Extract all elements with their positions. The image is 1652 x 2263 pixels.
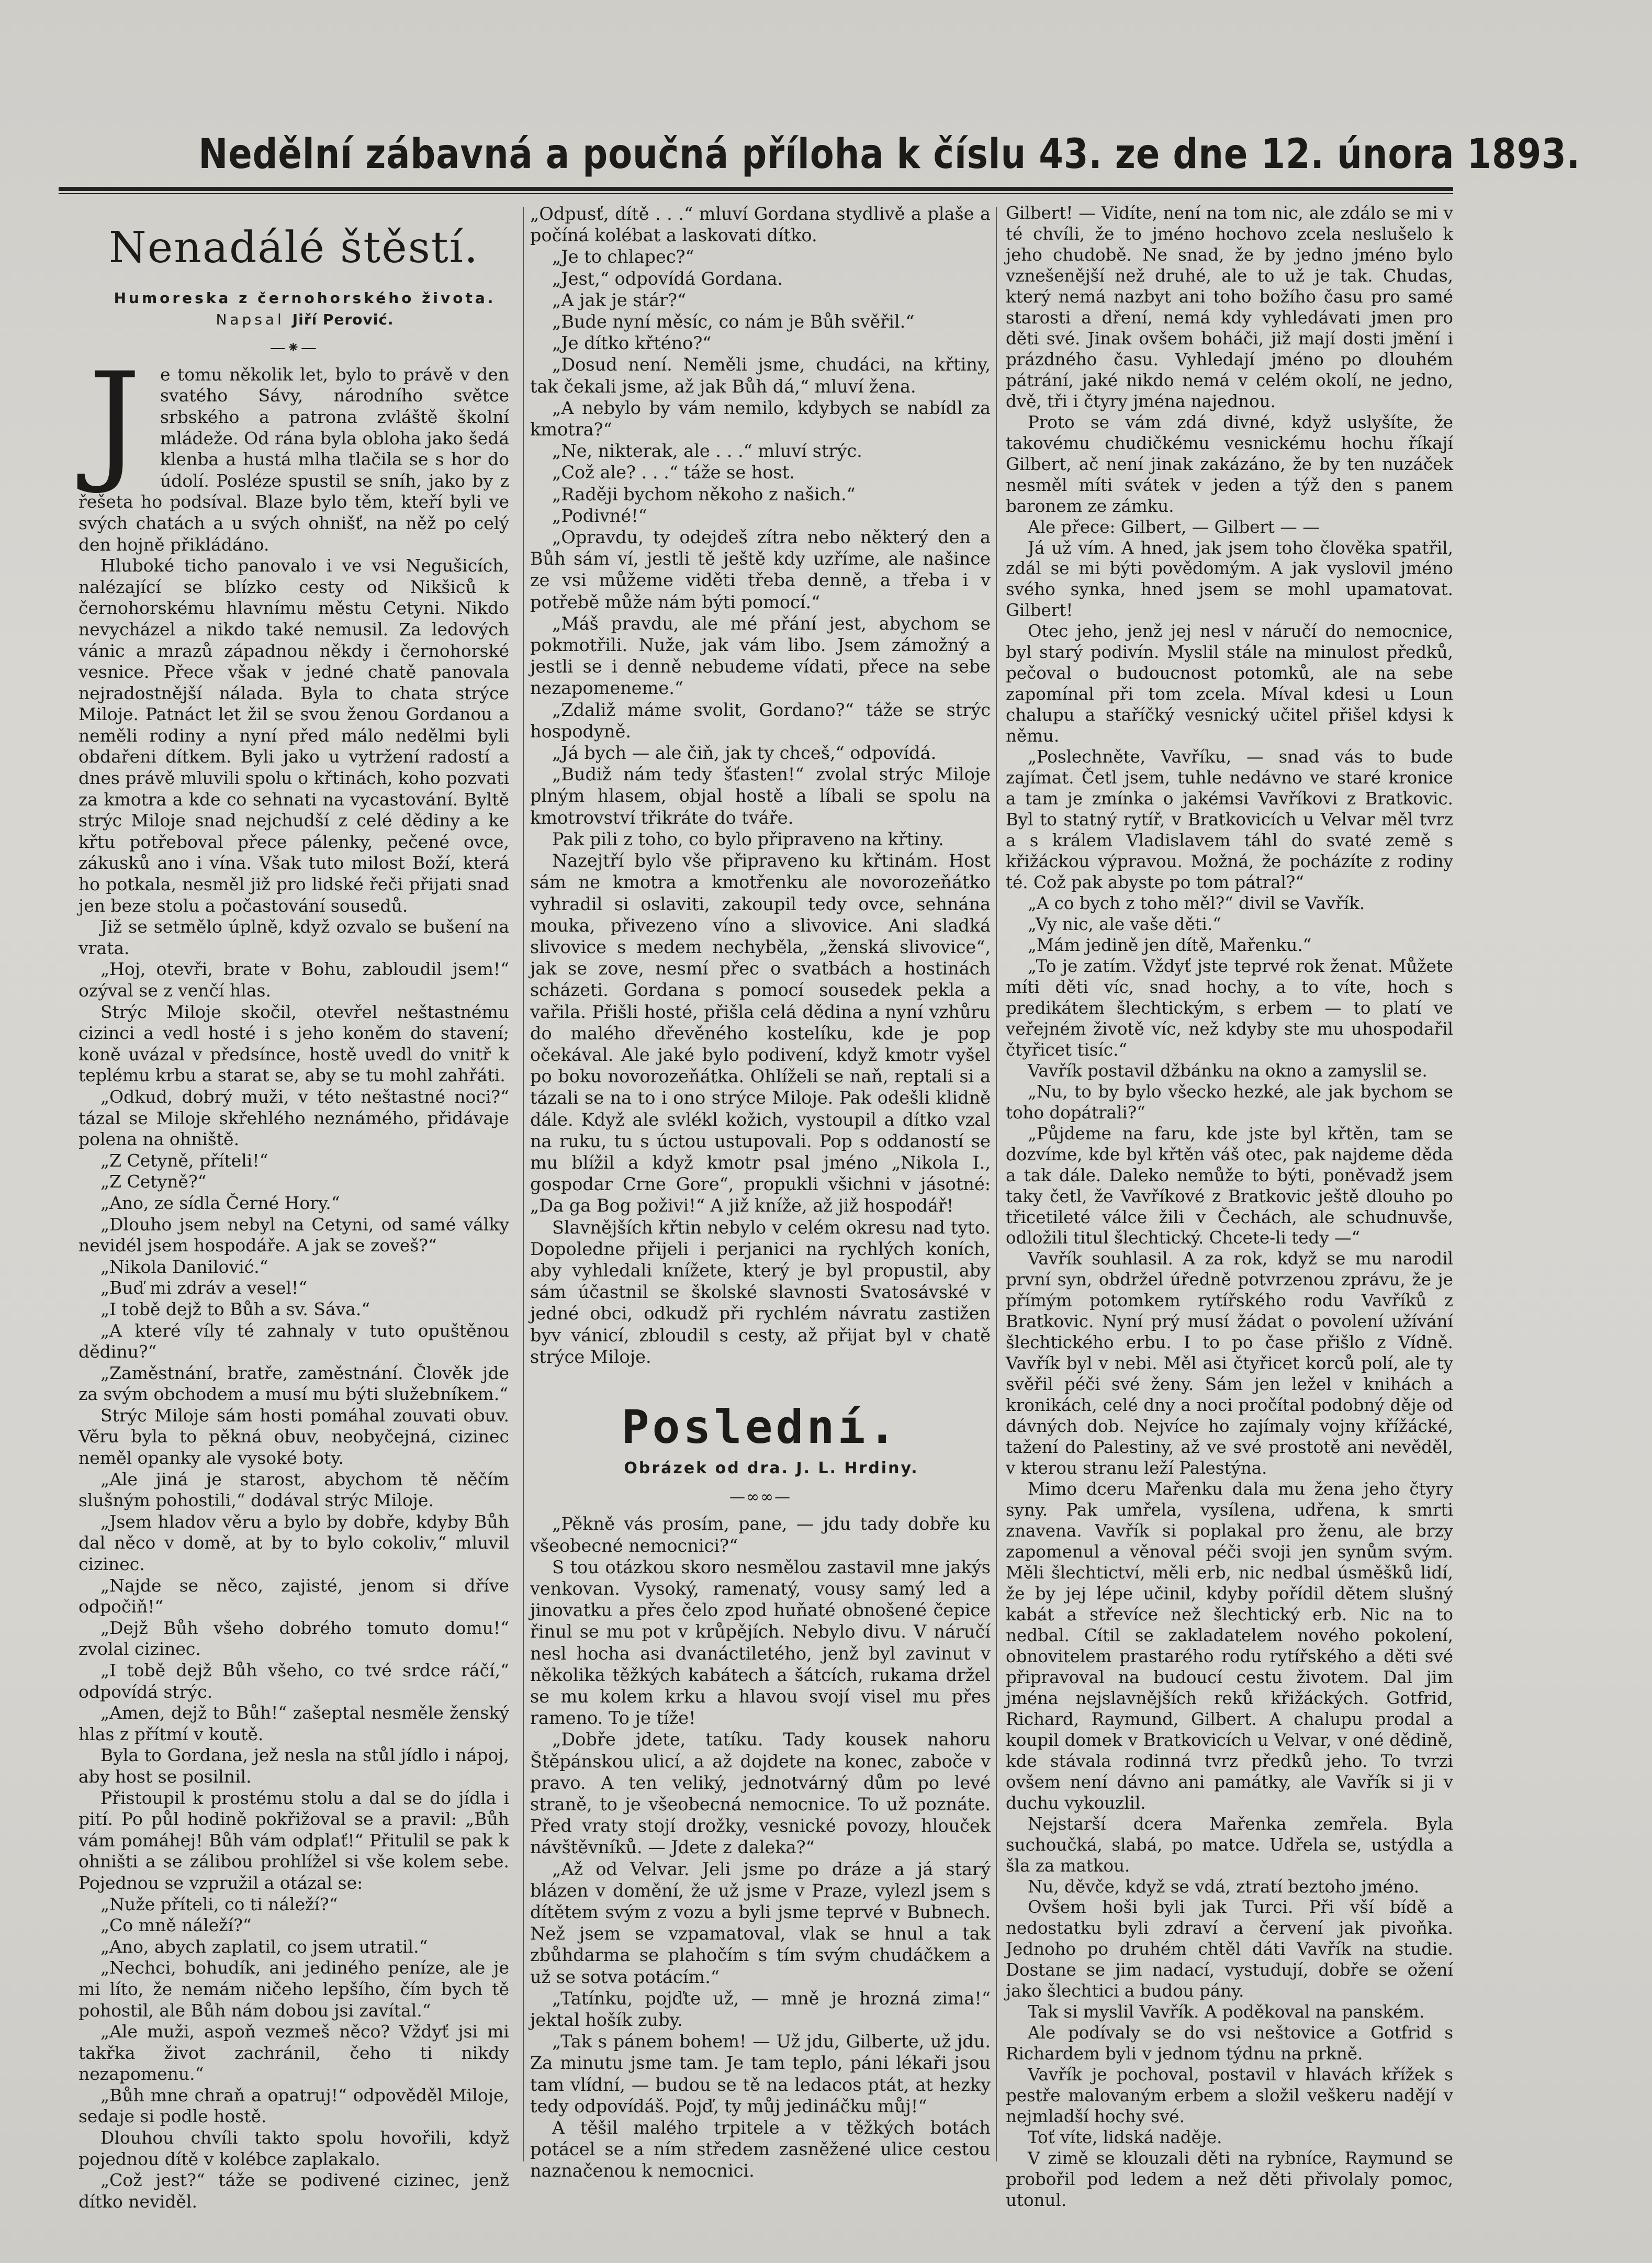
paragraph: „Z Cetyně?“ — [100, 1171, 207, 1192]
paragraph: A těšil malého trpitele a v těžkých botách potácel se a ním středem zasněžené ulice cestou naznačenou k nemocnici. — [530, 2118, 991, 2181]
paragraph: Již se setmělo úplně, když ozvalo se bušení na vrata. — [78, 916, 509, 958]
paragraph: Strýc Miloje sám hosti pomáhal zouvati obuv. Věru byla to pěkná obuv, neobyčejná, cizinec neměl opanky ale vysoké boty. — [78, 1405, 509, 1469]
paragraph: „Opravdu, ty odejdeš zítra nebo některý den a Bůh sám ví, jestli tě ještě kdy uzříme, ale našince ze vsi můžeme viděti třeba denně, a třeba i v potřebě může nám býti pomocí.“ — [530, 527, 991, 612]
paragraph: Ale přece: Gilbert, — Gilbert — — — [1028, 517, 1320, 537]
paragraph: „A jak je stár?“ — [552, 289, 687, 310]
paragraph: Ovšem hoši byli jak Turci. Při vší bídě a nedostatku byli zdraví a červení jak pivoňka. Jednoho po druhém chtěl dáti Vavřík na studie. Dostane se jim nadací, vystudují, dobře se ožení jako šlechtici a budou pány. — [1006, 1897, 1453, 2001]
paragraph: „Najde se něco, zajisté, jenom si dříve odpočiň!“ — [78, 1575, 509, 1617]
author-name: Jiří Perović. — [292, 310, 394, 328]
paragraph: Mimo dceru Mařenku dala mu žena jeho čtyry syny. Pak umřela, vysílena, udřena, k smrti znavena. Vavřík si poplakal pro ženu, ale brzy zapomenul a věnoval péči svoji jen synům svým. Měli šlechtictví, měli erb, nic nedbal úsměšků lidí, že by jej lépe učinil, kdyby pořídil dětem slušný kabát a střevíce než šlechtický erb. Nic na to nedbal. Cítil se zakladatelem nového pokolení, obnovitelem prastarého rodu rytířského a děti své připravoval na budoucí cestu životem. Dal jim jména nejslavnějších reků křižáckých. Gotfrid, Richard, Raymund, Gilbert. A chalupu prodal a koupil domek v Bratkovicích u Velvar, v oné dědině, kde stávala rodinná tvrz předků jeho. To tvrzi ovšem není dávno ani památky, ale Vavřík si ji v duchu vykouzlil. — [1006, 1479, 1453, 1813]
column-1 — [78, 203, 509, 2212]
paragraph: „Raději bychom někoho z našich.“ — [552, 484, 856, 505]
masthead: Nedělní zábavná a poučná příloha k číslu 43. ze dne 12. února 1893. — [198, 131, 1581, 178]
paragraph: „Což jest?“ táže se podivené cizinec, jenž dítko neviděl. — [78, 2170, 509, 2212]
paragraph: „Poslechněte, Vavříku, — snad vás to bude zajímat. Četl jsem, tuhle nedávno ve staré kronice a tam je zmínka o jakémsi Vavříkovi z Bratkovic. Byl to statný rytíř, v Bratkovicích u Velvar měl tvrz a s králem Vladislavem táhl do svaté země s křižáckou výpravou. Možná, že pocházíte z rodiny té. Což pak abyste po tom pátral?“ — [1006, 747, 1453, 892]
paragraph: Vavřík souhlasil. A za rok, když se mu narodil první syn, obdržel úředně potvrzenou zprávu, že je přímým potomkem rytířského rodu Vavříků z Bratkovic. Nyní prý musí žádat o povolení užívání šlechtického erbu. I to po čase přišlo z Vídně. Vavřík byl v nebi. Měl asi čtyřicet korců polí, ale ty svěřil péči své ženy. Sám jen ležel v knihách a kronikách, celé dny a noci pročítal podobný děje od dávných dob. Nejvíce ho zajímaly vojny křížácké, tažení do Palestiny, až ve své prostotě ani nevěděl, v kterou stranu leží Palestýna. — [1006, 1249, 1453, 1478]
paragraph: „Z Cetyně, příteli!“ — [100, 1150, 268, 1171]
story2-subtitle: Obrázek od dra. J. L. Hrdiny. — [624, 1459, 919, 1477]
paragraph: Vavřík postavil džbánku na okno a zamyslil se. — [1028, 1060, 1428, 1081]
paragraph: „Odpusť, dítě . . .“ mluví Gordana stydlivě a plaše a počíná kolébat a laskovati dítko. — [530, 204, 991, 246]
paragraph: „A které víly té zahnaly v tuto opuštěnou dědinu?“ — [78, 1320, 509, 1362]
paragraph: V zimě se klouzali děti na rybníce, Raymund se probořil pod ledem a než děti přivolaly pomoc, utonul. — [1006, 2148, 1453, 2211]
paragraph: „Půjdeme na faru, kde jste byl křtěn, tam se dozvíme, kde byl křtěn váš otec, pak najdeme děda a tak dále. Daleko nemůže to býti, poněvadž jsem taky četl, že Vavříkové z Bratkovic ještě dlouho po třicetileté válce žili v Čechách, ale schudnuvše, odložili titul šlechtický. Chcete-li tedy —“ — [1006, 1123, 1453, 1248]
paragraph: „Jsem hladov věru a bylo by dobře, kdyby Bůh dal něco v domě, at by to bylo cokoliv,“ mluvil cizinec. — [78, 1511, 509, 1575]
paragraph: Přistoupil k prostému stolu a dal se do jídla i pití. Po půl hodině pokřižoval se a pravil: „Bůh vám pomáhej! Bůh vám odplať!“ Přitulil se pak k ohništi a se zálibou prohlížel si vše kolem sebe. Pojednou se vzpružil a otázal se: — [78, 1787, 509, 1893]
paragraph: „Což ale? . . .“ táže se host. — [552, 462, 795, 483]
paragraph: Nazejtří bylo vše připraveno ku křtinám. Host sám ne kmotra a kmotřenku ale novorozeňátko vyhradil si oslaviti, zakoupil tedy ovce, sehnána mouka, přivezeno víno a slivovice. Ani sladká slivovice s medem nechyběla, „ženská slivovice“, jak se zove, nesmí přec o svatbách a hostinách scházeti. Gordana s pomocí sousedek pekla a vařila. Přišli hosté, přišla celá dědina a nyní vzhůru do malého dřevěného kostelíku, kde je pop očekával. Ale jaké bylo podivení, když kmotr vyšel po boku novorozeňátka. Ohlíželi se naň, reptali si a tázali se na to i ono strýce Miloje. Pak odešli klidně dále. Když ale svlékl kožich, vystoupil a dítko vzal na ruku, tu s úctou ustupovali. Pop s oddaností se mu blížil a když kmotr psal jméno „Nikola I., gospodar Crne Gore“, propukli všichni v jásotné: „Da ga Bog poživi!“ A již kníže, až již hospodář! — [530, 850, 991, 1216]
ornament-divider: —⁕— — [269, 339, 318, 357]
paragraph: Byla to Gordana, jež nesla na stůl jídlo i nápoj, aby host se posilnil. — [78, 1745, 509, 1787]
paragraph: „Bude nyní měsíc, co nám je Bůh svěřil.“ — [552, 311, 915, 332]
paragraph: „Zdaliž máme svolit, Gordano?“ táže se strýc hospodyně. — [530, 699, 991, 742]
paragraph: Ale podívaly se do vsi neštovice a Gotfrid s Richardem byli v jednom týdnu na prkně. — [1006, 2023, 1453, 2064]
paragraph: „Buď mi zdráv a vesel!“ — [100, 1278, 308, 1298]
paragraph: „Amen, dejž to Bůh!“ zašeptal nesměle ženský hlas z přítmí v koutě. — [78, 1702, 509, 1744]
paragraph: Gilbert! — Vidíte, není na tom nic, ale zdálo se mi v té chvíli, že to jméno hochovo zcela neslušelo k jeho chudobě. Ne snad, že by jedno jméno bylo vznešenější než druhé, ale to už je tak. Chudas, který nemá nazbyt ani toho božího času pro samé starosti a dření, nemá kdy vyhledávati jmen pro děti své. Jinak ovšem boháči, již mají dosti jmění i prázdného času. Vyhledají jméno po dlouhém pátrání, jaké nikdo nemá v celém okolí, ne jedno, dvě, tři i čtyry jména najednou. — [1006, 203, 1453, 411]
paragraph: „Máš pravdu, ale mé přání jest, abychom se pokmotřili. Nuže, jak vám libo. Jsem zámožný a jestli se i denně nebudeme vídati, přece na sebe nezapomeneme.“ — [530, 613, 991, 699]
paragraph: Já už vím. A hned, jak jsem toho člověka spatřil, zdál se mi býti povědomým. A jak vyslovil jméno svého synka, hned jsem se mohl upamatovat. Gilbert! — [1006, 537, 1453, 621]
paragraph: „Zaměstnání, bratře, zaměstnání. Člověk jde za svým obchodem a musí mu býti služebníkem.“ — [78, 1362, 509, 1405]
column-divider — [523, 207, 524, 2161]
paragraph: „Dobře jdete, tatíku. Tady kousek nahoru Štěpánskou ulicí, a až dojdete na konec, zaboče v pravo. A ten veliký, jednotvárný dům po levé straně, to je všeobecná nemocnice. To už poznáte. Před vraty stojí drožky, vesnické povozy, hlouček návštěvníků. — Jdete z daleka?“ — [530, 1729, 991, 1858]
paragraph: „Budiž nám tedy šťasten!“ zvolal strýc Miloje plným hlasem, objal hostě a líbali se spolu na kmotrovství třikráte do tváře. — [530, 764, 991, 828]
story2-body — [530, 1513, 991, 2181]
byline-prefix: Napsal — [216, 310, 285, 328]
paragraph: Nejstarší dcera Mařenka zemřela. Byla suchoučká, slabá, po matce. Udřela se, ustýdla a šla za matkou. — [1006, 1813, 1453, 1876]
paragraph: „Dosud není. Neměli jsme, chudáci, na křtiny, tak čekali jsme, až jak Bůh dá,“ mluví žena. — [530, 354, 991, 397]
paragraph: „Nechci, bohudík, ani jediného peníze, ale je mi líto, že nemám ničeho lepšího, čím bych tě pohostil, ale Bůh nám dobou jsi zavítal.“ — [78, 1957, 509, 2021]
story2-continuation — [1006, 203, 1453, 2211]
paragraph: S tou otázkou skoro nesmělou zastavil mne jakýs venkovan. Vysoký, ramenatý, vousy samý led a jinovatku a přes čelo zpod huňaté obnošené čepice řinul se mu pot v krůpějích. Nebylo divu. V náručí nesl hocha asi dvanáctiletého, jenž byl zavinut v několika těžkých kabátech a šátcích, rukama držel se mu kolem krku a hlavou svojí visel mu přes rameno. To je tíže! — [530, 1556, 991, 1729]
paragraph: „Tatínku, pojďte už, — mně je hrozná zima!“ jektal hošík zuby. — [530, 1988, 991, 2031]
paragraph: „Nu, to by bylo všecko hezké, ale jak bychom se toho dopátrali?“ — [1006, 1081, 1453, 1123]
paragraph: Otec jeho, jenž jej nesl v náručí do nemocnice, byl starý podivín. Myslil stále na minulost předků, pečoval o budoucnost potomků, ale na sebe zapomínal při tom zcela. Míval kdesi u Loun chalupu a staříčký vesnický učitel přišel kdysi k němu. — [1006, 621, 1453, 746]
paragraph: „Já bych — ale čiň, jak ty chceš,“ odpovídá. — [552, 743, 937, 764]
paragraph: „Je to chlapec?“ — [552, 247, 694, 267]
paragraph: Proto se vám zdá divné, když uslyšíte, že takovému chudičkému vesnickému hochu říkají Gilbert, ač není jinak zakázáno, že by ten nuzáček nesměl míti svátek v jeden a týž den s panem baronem ze zámku. — [1006, 412, 1453, 516]
paragraph: „Co mně náleží?“ — [100, 1915, 252, 1936]
paragraph: Slavnějších křtin nebylo v celém okresu nad tyto. Dopoledne přijeli i perjanici na rychlých koních, aby vyhledali knížete, který je byl propustil, aby sám účastnil se školské slavnosti Svatosávské v jedné obci, odkudž při rychlém návratu zastižen byv vánicí, zbloudil s cesty, až přijat byl v chatě strýce Miloje. — [530, 1217, 991, 1367]
paragraph: „Odkud, dobrý muži, v této neštastné noci?“ tázal se Miloje skřehlého neznámého, přidávaje polena na ohniště. — [78, 1086, 509, 1150]
paragraph: „To je zatím. Vždyť jste teprvé rok ženat. Můžete míti děti víc, snad hochy, a to víte, hoch s predikátem šlechtickým, s erbem — to platí ve veřejném životě víc, než kdyby ste mu uhospodařil čtyřicet tisíc.“ — [1006, 956, 1453, 1060]
story-subtitle: Humoreska z černohorského života. — [114, 289, 496, 307]
column-divider — [996, 207, 997, 2161]
paragraph: „A co bych z toho měl?“ divil se Vavřík. — [1028, 893, 1365, 913]
story-byline — [78, 309, 509, 331]
column-2 — [530, 203, 991, 2182]
paragraph: „Ano, abych zaplatil, co jsem utratil.“ — [100, 1936, 428, 1957]
paragraph: Vavřík je pochoval, postavil v hlavách křížek s pestře malovaným erbem a složil veškeru nadějí v nejmladší hochy své. — [1006, 2065, 1453, 2127]
paragraph: „Podivné!“ — [552, 505, 647, 526]
paragraph: „Ale muži, aspoň vezmeš něco? Vždyť jsi mi takřka život zachránil, čeho ti nikdy nezapomenu.“ — [78, 2021, 509, 2085]
story-continuation — [530, 203, 991, 1368]
paragraph: „Ne, nikterak, ale . . .“ mluví strýc. — [552, 441, 862, 462]
masthead-rule-thin — [59, 193, 1453, 194]
paragraph: Pak pili z toho, co bylo připraveno na křtiny. — [552, 828, 944, 849]
paragraph: Tak si myslil Vavřík. A poděkoval na panském. — [1028, 2002, 1425, 2022]
paragraph: „I tobě dejž Bůh všeho, co tvé srdce ráčí,“ odpovídá strýc. — [78, 1660, 509, 1702]
paragraph: Dlouhou chvíli takto spolu hovořili, když pojednou dítě v kolébce zaplakalo. — [78, 2127, 509, 2169]
paragraph: Hluboké ticho panovalo i ve vsi Negušicích, nalézající se blízko cesty od Nikšiců k černohorskému hlavnímu městu Cetyni. Nikdo nevycházel a nikdo také nemusil. Za ledových vánic a mrazů západnou někdy i černohorské vesnice. Přece však v jedné chatě panovala nejradostnější nálada. Byla to chata strýce Miloje. Patnáct let žil se svou ženou Gordanou a neměli rodiny a nyní před málo nedělmi byli obdařeni dítkem. Byli jako u vytržení radostí a dnes právě mluvili spolu o křtinách, koho pozvati za kmotra a kde co sehnati na vycastování. Byltě strýc Miloje snad nejchudší z celé dědiny a ke křtu potřeboval přece pálenky, pečené ovce, zákusků ano i vína. Však tuto milost Boží, která ho potkala, nesměl již pro lidské řeči přijati snad jen beze stolu a počastování sousedů. — [78, 555, 509, 916]
paragraph: „Ano, ze sídla Černé Hory.“ — [100, 1192, 340, 1213]
paragraph: „Vy nic, ale vaše děti.“ — [1028, 914, 1221, 934]
paragraph: „Dejž Bůh všeho dobrého tomuto domu!“ zvolal cizinec. — [78, 1617, 509, 1660]
paragraph: „Ale jiná je starost, abychom tě něčím slušným pohostili,“ dodával strýc Miloje. — [78, 1469, 509, 1511]
paragraph: „Dlouho jsem nebyl na Cetyni, od samé války nevidél jsem hospodáře. A jak se zoveš?“ — [78, 1214, 509, 1256]
paragraph: „Tak s pánem bohem! — Už jdu, Gilberte, už jdu. Za minutu jsme tam. Je tam teplo, páni lékaři jsou tam vlídní, — budou se tě na ledacos ptát, at hezky tedy odpovídáš. Pojď, ty můj jedináčku můj!“ — [530, 2031, 991, 2116]
column-3 — [1006, 203, 1453, 2211]
masthead-rule — [59, 187, 1453, 191]
paragraph: „Nikola Danilović.“ — [100, 1256, 268, 1277]
paragraph: „Bůh mne chraň a opatruj!“ odpověděl Miloje, sedaje si podle hostě. — [78, 2085, 509, 2127]
ornament-divider-2: —∞∞— — [729, 1488, 791, 1507]
paragraph: Strýc Miloje skočil, otevřel neštastnému cizinci a vedl hosté i s jeho koněm do stavení; koně uvázal v předsínce, hostě uvedl do vnitř k teplému krbu a starat se, aby se tu mohl zahřáti. — [78, 1001, 509, 1086]
paragraph: Toť víte, lidská naděje. — [1028, 2127, 1222, 2148]
story-title: Nenadálé štěstí. — [108, 223, 479, 273]
paragraph: „Až od Velvar. Jeli jsme po dráze a já starý blázen v domění, že už jsme v Praze, vylezl jsem s dítětem svým z vozu a byli jsme teprvé v Bubnech. Než jsem se vzpamatoval, vlak se hnul a tak zbůhdarma se plahočím s tím svým chudáčkem a už se sotva potácím.“ — [530, 1858, 991, 1987]
paragraph: „Jest,“ odpovídá Gordana. — [552, 268, 783, 289]
paragraph: „Hoj, otevři, brate v Bohu, zabloudil jsem!“ ozýval se z venčí hlas. — [78, 959, 509, 1001]
paragraph: „A nebylo by vám nemilo, kdybych se nabídl za kmotra?“ — [530, 397, 991, 440]
paragraph: „Nuže příteli, co ti náleží?“ — [100, 1894, 338, 1914]
paragraph: e tomu několik let, bylo to právě v den svatého Sávy, národního světce srbského a patrona zvláště školní mládeže. Od rána byla obloha jako šedá klenba a hustá mlha tlačila se s hor do údolí. Posléze spustil se sníh, jako by z řešeta ho podsíval. Blaze bylo těm, kteří byli ve svých chatách a u svých ohnišť, na něž po celý den hojně přikládáno. — [78, 364, 509, 555]
paragraph: „Je dítko křténo?“ — [552, 333, 712, 354]
story2-title: Poslední. — [621, 1399, 900, 1454]
paragraph: „Mám jedině jen dítě, Mařenku.“ — [1028, 935, 1312, 955]
paragraph: „I tobě dejž to Bůh a sv. Sáva.“ — [100, 1298, 370, 1319]
paragraph: Nu, děvče, když se vdá, ztratí beztoho jméno. — [1028, 1876, 1420, 1897]
paragraph: „Pěkně vás prosím, pane, — jdu tady dobře ku všeobecné nemocnici?“ — [530, 1514, 991, 1556]
drop-cap: J — [88, 344, 141, 497]
story-body — [78, 344, 509, 2213]
